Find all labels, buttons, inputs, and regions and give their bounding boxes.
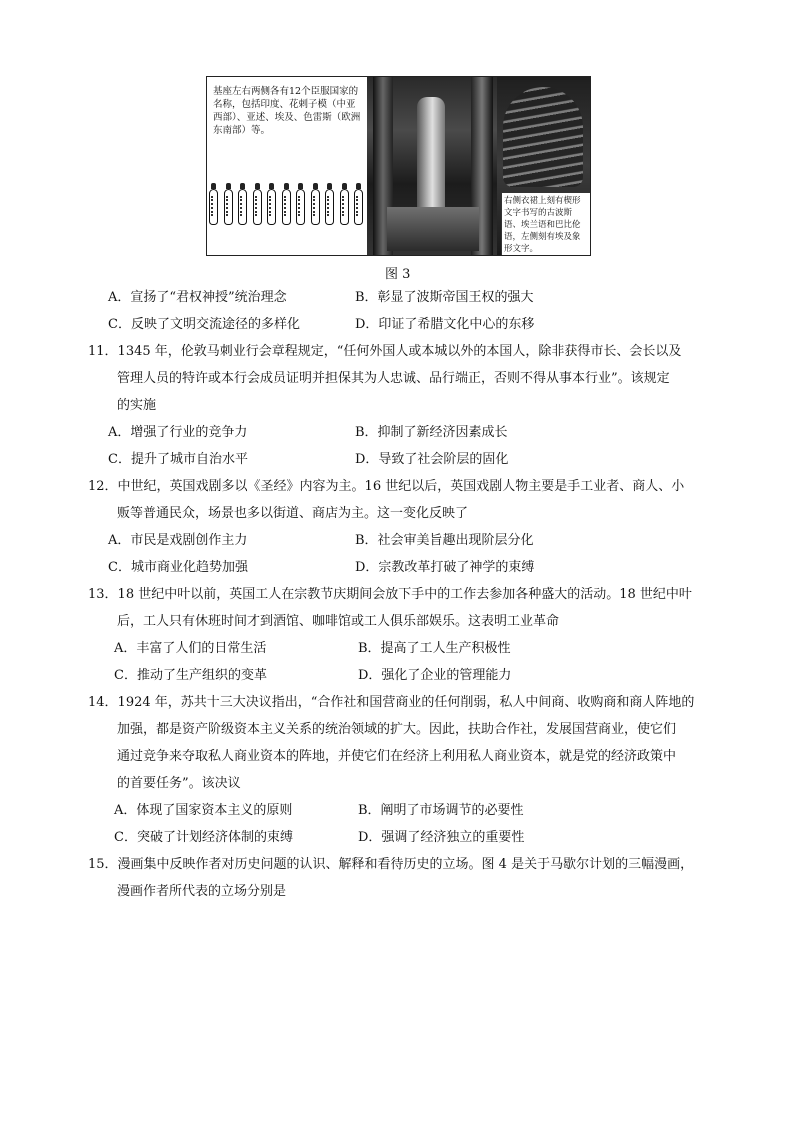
q14-option-d[interactable]: D．强调了经济独立的重要性 <box>358 830 525 845</box>
figure-note-top: 基座左右两侧各有12个臣服国家的名称，包括印度、花剌子模（中亚西部）、亚述、埃及、色雷斯（欧洲东南部）等。 <box>213 86 361 136</box>
q13-stem-line-2: 后，工人只有休班时间才到酒馆、咖啡馆或工人俱乐部娱乐。这表明工业革命 <box>117 614 560 629</box>
q11-stem-line-1: 11．1345 年，伦敦马刺业行会章程规定，“任何外国人或本城以外的本国人，除非获得市长、会长以及 <box>88 344 682 359</box>
figure-note-right: 右侧衣裙上刻有楔形文字书写的古波斯语、埃兰语和巴比伦语，左侧刻有埃及象形文字。 <box>501 192 590 255</box>
q15-stem-line-1: 15．漫画集中反映作者对历史问题的认识、解释和看待历史的立场。图 4 是关于马歇尔计划的三幅漫画， <box>88 857 694 872</box>
figure-left-panel <box>207 77 367 255</box>
q13-stem-line-1: 13．18 世纪中叶以前，英国工人在宗教节庆期间会放下手中的工作去参加各种盛大的活动。18 世纪中叶 <box>88 587 692 602</box>
q11-stem-line-2: 管理人员的特许或本行会成员证明并担保其为人忠诚、品行端正，否则不得从事本行业”。该规定 <box>117 371 670 386</box>
cartouche-icon <box>224 189 233 225</box>
cartouche-icon <box>282 189 291 225</box>
q11-option-c[interactable]: C．提升了城市自治水平 <box>108 452 248 467</box>
cartouche-icon <box>325 189 334 225</box>
q12-option-c[interactable]: C．城市商业化趋势加强 <box>108 560 248 575</box>
q14-stem-line-4: 的首要任务”。该决议 <box>117 776 241 791</box>
q14-stem-line-2: 加强，都是资产阶级资本主义关系的统治领域的扩大。因此，扶助合作社，发展国营商业，使它们 <box>117 722 677 737</box>
q13-option-b[interactable]: B．提高了工人生产积极性 <box>358 641 511 656</box>
q13-option-c[interactable]: C．推动了生产组织的变革 <box>114 668 267 683</box>
q10-option-b[interactable]: B．彰显了波斯帝国王权的强大 <box>355 290 534 305</box>
cartouche-icon <box>238 189 247 225</box>
q12-option-d[interactable]: D．宗教改革打破了神学的束缚 <box>355 560 535 575</box>
q11-option-b[interactable]: B．抑制了新经济因素成长 <box>355 425 508 440</box>
q14-stem-line-1: 14．1924 年，苏共十三大决议指出，“合作社和国营商业的任何削弱，私人中间商、收购商和商人阵地的 <box>88 695 695 710</box>
figure-caption: 图 3 <box>385 267 411 282</box>
cartouche-icon <box>296 189 305 225</box>
q14-stem-line-3: 通过竞争来夺取私人商业资本的阵地，并使它们在经济上利用私人商业资本，就是党的经济政策中 <box>117 749 677 764</box>
q13-option-d[interactable]: D．强化了企业的管理能力 <box>358 668 512 683</box>
q11-option-a[interactable]: A．增强了行业的竞争力 <box>108 425 248 440</box>
q11-stem-line-3: 的实施 <box>117 398 157 413</box>
q14-option-c[interactable]: C．突破了计划经济体制的束缚 <box>114 830 293 845</box>
q10-option-c[interactable]: C．反映了文明交流途径的多样化 <box>108 317 300 332</box>
robe-detail-photo <box>497 77 590 255</box>
q12-option-a[interactable]: A．市民是戏剧创作主力 <box>108 533 248 548</box>
q15-stem-line-2: 漫画作者所代表的立场分别是 <box>117 884 287 899</box>
statue-photo <box>367 77 497 255</box>
q12-stem-line-1: 12．中世纪，英国戏剧多以《圣经》内容为主。16 世纪以后，英国戏剧人物主要是手工业者、商人、小 <box>88 479 685 494</box>
cartouche-row <box>209 189 363 229</box>
cartouche-icon <box>253 189 262 225</box>
cartouche-icon <box>311 189 320 225</box>
statue-base <box>387 207 479 251</box>
q11-option-d[interactable]: D．导致了社会阶层的固化 <box>355 452 509 467</box>
q10-option-d[interactable]: D．印证了希腊文化中心的东移 <box>355 317 535 332</box>
cartouche-icon <box>340 189 349 225</box>
q10-option-a[interactable]: A．宣扬了“君权神授”统治理念 <box>108 290 287 305</box>
q13-option-a[interactable]: A．丰富了人们的日常生活 <box>114 641 267 656</box>
figure-3 <box>206 76 591 256</box>
cartouche-icon <box>209 189 218 225</box>
q14-option-a[interactable]: A．体现了国家资本主义的原则 <box>114 803 293 818</box>
cartouche-icon <box>354 189 363 225</box>
cartouche-icon <box>267 189 276 225</box>
q12-option-b[interactable]: B．社会审美旨趣出现阶层分化 <box>355 533 534 548</box>
robe-inscription <box>503 87 583 187</box>
q12-stem-line-2: 贩等普通民众，场景也多以街道、商店为主。这一变化反映了 <box>117 506 469 521</box>
q14-option-b[interactable]: B．阐明了市场调节的必要性 <box>358 803 524 818</box>
